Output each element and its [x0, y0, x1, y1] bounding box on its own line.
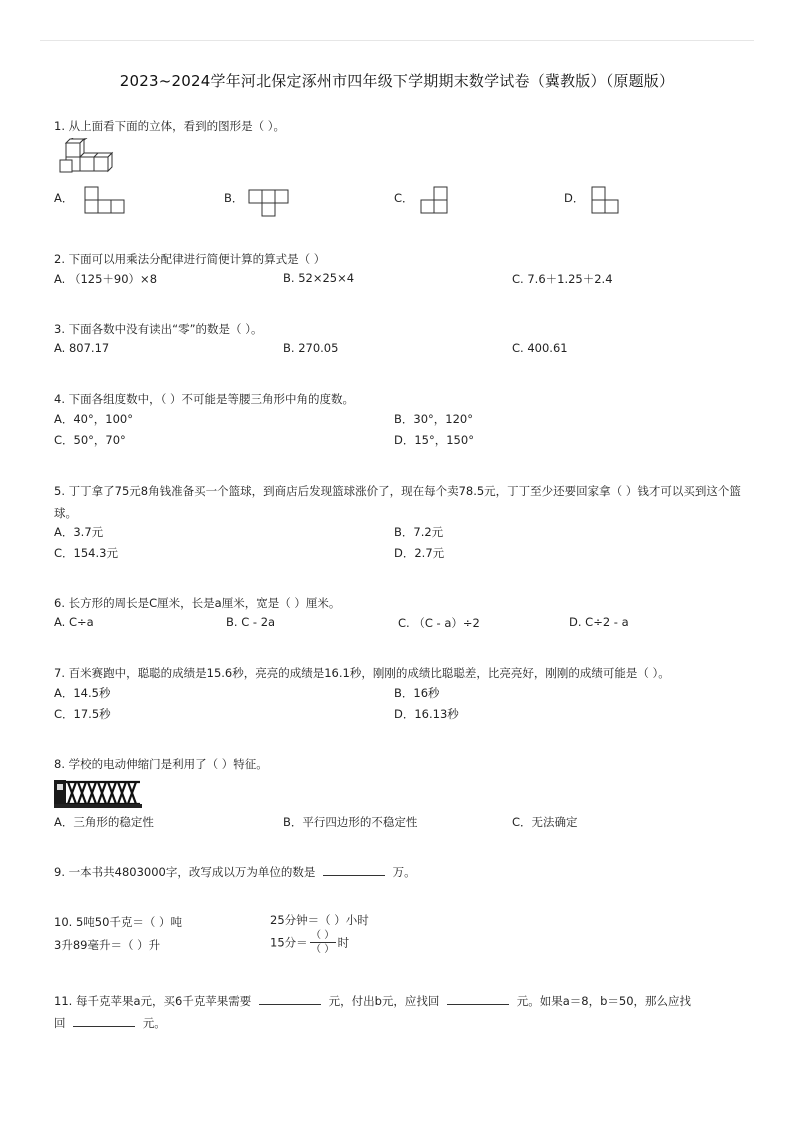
question-10-line1-b: 25分钟＝（ ）小时 — [270, 913, 369, 927]
question-5 — [54, 480, 744, 524]
question-stem: 4. 下面各组度数中，（ ）不可能是等腰三角形中角的度数。 — [54, 392, 355, 406]
question-stem: 7. 百米赛跑中，聪聪的成绩是15.6秒，亮亮的成绩是16.1秒，刚刚的成绩比聪聪差，比亮亮好，刚刚的成绩可能是（ ）。 — [54, 666, 670, 680]
option-a[interactable]: A．14.5秒 — [54, 686, 111, 700]
option-b[interactable]: B．16秒 — [394, 686, 440, 700]
option-c[interactable]: C．无法确定 — [512, 815, 578, 829]
answer-blank-1[interactable] — [259, 992, 321, 1005]
fraction — [310, 930, 336, 955]
question-4 — [54, 389, 354, 409]
question-10-line1-a: 10. 5吨50千克＝（ ）吨 — [54, 915, 183, 929]
question-10 — [54, 912, 182, 932]
question-stem-part3: 元。如果a＝8，b＝50，那么应找 — [516, 994, 692, 1008]
option-c[interactable]: C．154.3元 — [54, 546, 118, 560]
option-a-label[interactable]: A． — [54, 191, 74, 205]
option-c[interactable]: C. 400.61 — [512, 341, 568, 355]
header-rule — [40, 40, 754, 41]
option-d[interactable]: D. C÷2 - a — [569, 615, 629, 629]
question-2 — [54, 249, 325, 269]
option-c-figure — [420, 186, 450, 214]
question-10-line2-b — [270, 930, 349, 955]
question-stem: 2. 下面可以用乘法分配律进行简便计算的算式是（ ） — [54, 252, 326, 266]
option-c[interactable]: C．17.5秒 — [54, 707, 111, 721]
option-c[interactable]: C. （C - a）÷2 — [398, 616, 480, 630]
option-b[interactable]: B．30°，120° — [394, 412, 473, 426]
question-stem-part4: 回 — [54, 1016, 66, 1030]
question-3 — [54, 319, 262, 339]
question-8 — [54, 754, 268, 774]
question-10-unit: 时 — [337, 935, 350, 950]
option-c-label[interactable]: C． — [394, 191, 414, 205]
option-c[interactable]: C. 7.6＋1.25＋2.4 — [512, 272, 613, 286]
option-d[interactable]: D．15°，150° — [394, 433, 474, 447]
option-a[interactable]: A．3.7元 — [54, 525, 104, 539]
option-d[interactable]: D．16.13秒 — [394, 707, 459, 721]
option-a-figure — [84, 186, 126, 214]
question-11 — [54, 991, 691, 1033]
option-c[interactable]: C．50°，70° — [54, 433, 126, 447]
question-stem-part2: 元，付出b元，应找回 — [328, 994, 440, 1008]
option-b-label[interactable]: B． — [224, 191, 244, 205]
option-b[interactable]: B．平行四边形的不稳定性 — [283, 815, 418, 829]
question-stem: 1. 从上面看下面的立体，看到的图形是（ ）。 — [54, 119, 286, 133]
fraction-bar — [310, 942, 336, 943]
option-a[interactable]: A. 807.17 — [54, 341, 110, 355]
question-stem: 9. 一本书共4803000字，改写成以万为单位的数是 — [54, 865, 316, 879]
option-d-label[interactable]: D． — [564, 191, 585, 205]
question-stem: 8. 学校的电动伸缩门是利用了（ ）特征。 — [54, 757, 268, 771]
question-6 — [54, 593, 340, 613]
question-10-line2-a: 3升89毫升＝（ ）升 — [54, 938, 161, 952]
question-1 — [54, 116, 285, 136]
question-stem-part1: 11. 每千克苹果a元，买6千克苹果需要 — [54, 994, 252, 1008]
fraction-denominator[interactable]: （ ） — [311, 944, 335, 955]
option-a[interactable]: A. C÷a — [54, 615, 94, 629]
option-b[interactable]: B．7.2元 — [394, 525, 444, 539]
gate-picture — [54, 778, 142, 808]
fraction-numerator[interactable]: （ ） — [311, 930, 335, 941]
option-a[interactable]: A．40°，100° — [54, 412, 133, 426]
option-a[interactable]: A. （125＋90）×8 — [54, 272, 158, 286]
question-stem-part5: 元。 — [142, 1016, 166, 1030]
question-stem-suffix: 万。 — [392, 865, 416, 879]
option-d-figure — [591, 186, 621, 214]
question-stem: 5. 丁丁拿了75元8角钱准备买一个篮球，到商店后发现篮球涨价了，现在每个卖78.5元，丁丁至少还要回家拿（ ）钱才可以买到这个篮球。 — [54, 484, 741, 520]
option-b[interactable]: B. 52×25×4 — [283, 271, 355, 285]
answer-blank-3[interactable] — [73, 1014, 135, 1027]
answer-blank[interactable] — [323, 863, 385, 876]
option-a[interactable]: A．三角形的稳定性 — [54, 815, 154, 829]
page-title: 2023~2024学年河北保定涿州市四年级下学期期末数学试卷（冀教版）（原题版） — [119, 72, 675, 90]
option-b[interactable]: B. C - 2a — [226, 615, 276, 629]
question-stem: 3. 下面各数中没有读出“零”的数是（ ）。 — [54, 322, 263, 336]
solid-figure — [58, 138, 114, 176]
option-b[interactable]: B. 270.05 — [283, 341, 339, 355]
question-stem: 6. 长方形的周长是C厘米，长是a厘米，宽是（ ）厘米。 — [54, 596, 341, 610]
option-b-figure — [248, 189, 290, 217]
option-d[interactable]: D．2.7元 — [394, 546, 445, 560]
answer-blank-2[interactable] — [447, 992, 509, 1005]
question-9 — [54, 862, 416, 882]
question-10-line2-b-text: 15分＝ — [270, 935, 308, 950]
question-7 — [54, 663, 670, 683]
